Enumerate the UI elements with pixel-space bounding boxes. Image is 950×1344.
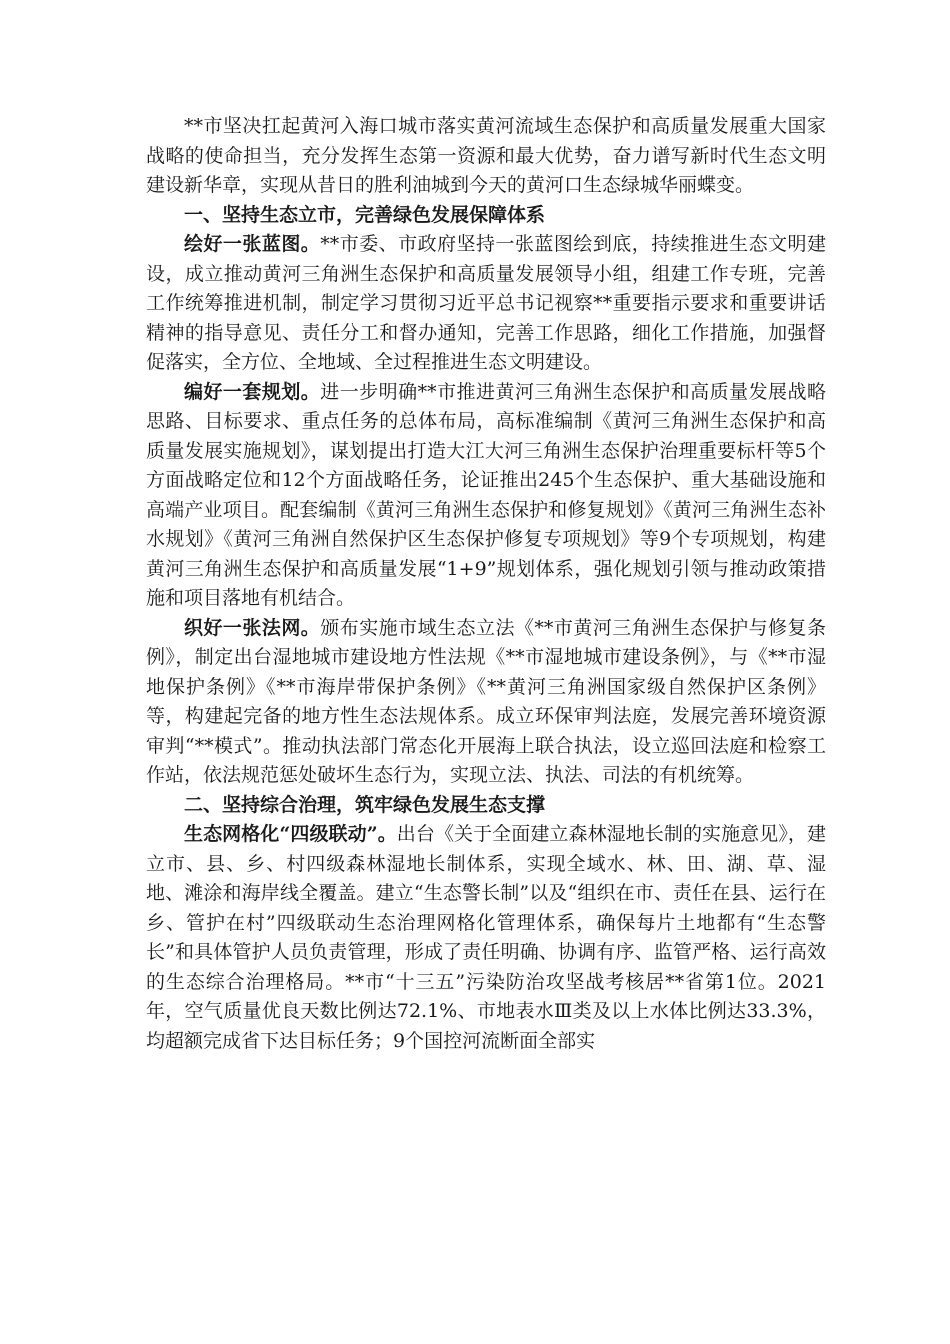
paragraph-text: 颁布实施市域生态立法《**市黄河三角洲生态保护与修复条例》，制定出台湿地城市建设地方性法规《**市湿地城市建设条例》，与《**市湿地保护条例》《**市海岸带保护条例》《**黄河三角洲国家级自然保护区条例》等，构建起完备的地方性生态法规体系。成立环保审判法庭，发展完善环境资源审判“**模式”。推动执法部门常态化开展海上联合执法，设立巡回法庭和检察工作站，依法规范惩处破坏生态行为，实现立法、执法、司法的有机统筹。 <box>146 616 826 786</box>
paragraph-lead: 生态网格化“四级联动”。 <box>184 823 397 845</box>
paragraph-lead: 织好一张法网。 <box>184 616 321 639</box>
document-page <box>146 112 826 1056</box>
section-heading-1: 一、坚持生态立市，完善绿色发展保障体系 <box>184 203 546 226</box>
paragraph-text: **市委、市政府坚持一张蓝图绘到底，持续推进生态文明建设，成立推动黄河三角洲生态保护和高质量发展领导小组，组建工作专班，完善工作统筹推进机制，制定学习贯彻习近平总书记视察**重要指示要求和重要讲话精神的指导意见、责任分工和督办通知，完善工作思路，细化工作措施，加强督促落实，全方位、全地域、全过程推进生态文明建设。 <box>146 233 826 373</box>
paragraph-legal-network <box>146 614 826 791</box>
paragraph-lead: 编好一套规划。 <box>184 380 321 403</box>
intro-paragraph: **市坚决扛起黄河入海口城市落实黄河流域生态保护和高质量发展重大国家战略的使命担当，充分发挥生态第一资源和最大优势，奋力谱写新时代生态文明建设新华章，实现从昔日的胜利油城到今天的黄河口生态绿城华丽蝶变。 <box>146 115 826 196</box>
paragraph-text: 进一步明确**市推进黄河三角洲生态保护和高质量发展战略思路、目标要求、重点任务的总体布局，高标准编制《黄河三角洲生态保护和高质量发展实施规划》，谋划提出打造大江大河三角洲生态保护治理重要标杆等5个方面战略定位和12个方面战略任务，论证推出245个生态保护、重大基础设施和高端产业项目。配套编制《黄河三角洲生态保护和修复规划》《黄河三角洲生态补水规划》《黄河三角洲自然保护区生态保护修复专项规划》等9个专项规划，构建黄河三角洲生态保护和高质量发展“1+9”规划体系，强化规划引领与推动政策措施和项目落地有机结合。 <box>146 380 826 609</box>
section-heading-2: 二、坚持综合治理，筑牢绿色发展生态支撑 <box>184 793 546 816</box>
paragraph-planning <box>146 378 826 614</box>
paragraph-text: 出台《关于全面建立森林湿地长制的实施意见》，建立市、县、乡、村四级森林湿地长制体系，实现全域水、林、田、湖、草、湿地、滩涂和海岸线全覆盖。建立“生态警长制”以及“组织在市、责任在县、运行在乡、管护在村”四级联动生态治理网格化管理体系，确保每片土地都有“生态警长”和具体管护人员负责管理，形成了责任明确、协调有序、监管严格、运行高效的生态综合治理格局。**市“十三五”污染防治攻坚战考核居**省第1位。2021年，空气质量优良天数比例达72.1%、市地表水Ⅲ类及以上水体比例达33.3%，均超额完成省下达目标任务；9个国控河流断面全部实 <box>146 823 826 1052</box>
paragraph-lead: 绘好一张蓝图。 <box>184 233 321 255</box>
paragraph-blueprint <box>146 230 826 378</box>
paragraph-grid-linkage <box>146 820 826 1056</box>
